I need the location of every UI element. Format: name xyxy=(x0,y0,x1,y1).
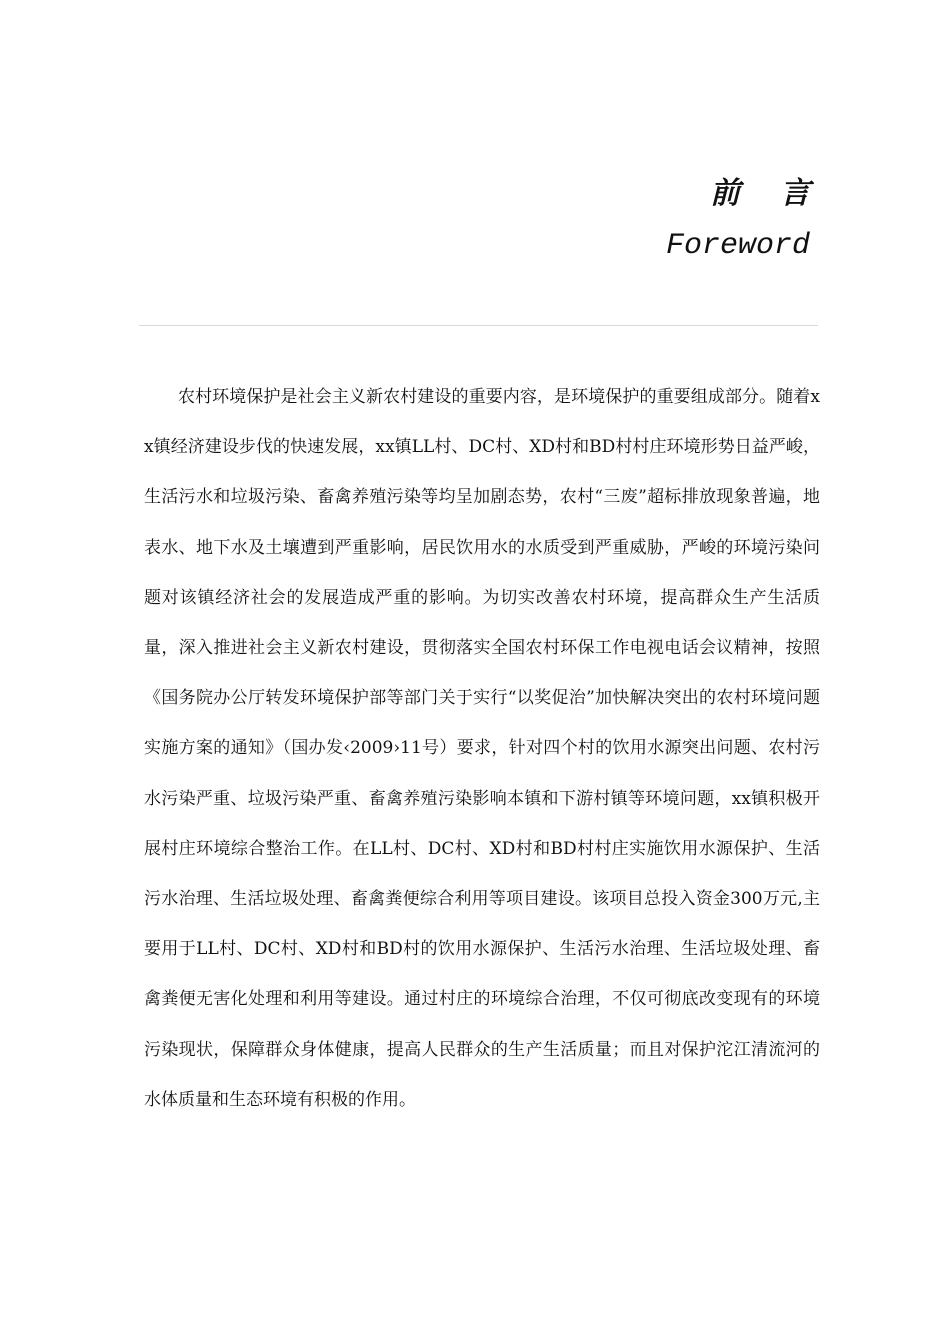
page-title-english: Foreword xyxy=(665,229,810,263)
body-paragraph: 农村环境保护是社会主义新农村建设的重要内容，是环境保护的重要组成部分。随着xx镇经济建设步伐的快速发展，xx镇LL村、DC村、XD村和BD村村庄环境形势日益严峻，生活污水和垃圾污染、畜禽养殖污染等均呈加剧态势，农村“三废”超标排放现象普遍，地表水、地下水及土壤遭到严重影响，居民饮用水的水质受到严重威胁，严峻的环境污染问题对该镇经济社会的发展造成严重的影响。为切实改善农村环境，提高群众生产生活质量，深入推进社会主义新农村建设，贯彻落实全国农村环保工作电视电话会议精神，按照《国务院办公厅转发环境保护部等部门关于实行“以奖促治”加快解决突出的农村环境问题实施方案的通知》（国办发‹2009›11号）要求，针对四个村的饮用水源突出问题、农村污水污染严重、垃圾污染严重、畜禽养殖污染影响本镇和下游村镇等环境问题，xx镇积极开展村庄环境综合整治工作。在LL村、DC村、XD村和BD村村庄实施饮用水源保护、生活污水治理、生活垃圾处理、畜禽粪便综合利用等项目建设。该项目总投入资金300万元,主要用于LL村、DC村、XD村和BD村的饮用水源保护、生活污水治理、生活垃圾处理、畜禽粪便无害化处理和利用等建设。通过村庄的环境综合治理，不仅可彻底改变现有的环境污染现状，保障群众身体健康，提高人民群众的生产生活质量；而且对保护沱江清流河的水体质量和生态环境有积极的作用。 xyxy=(144,387,820,1110)
section-divider xyxy=(139,325,818,326)
heading-block xyxy=(410,170,850,268)
page-title-chinese: 前言 xyxy=(710,176,850,211)
